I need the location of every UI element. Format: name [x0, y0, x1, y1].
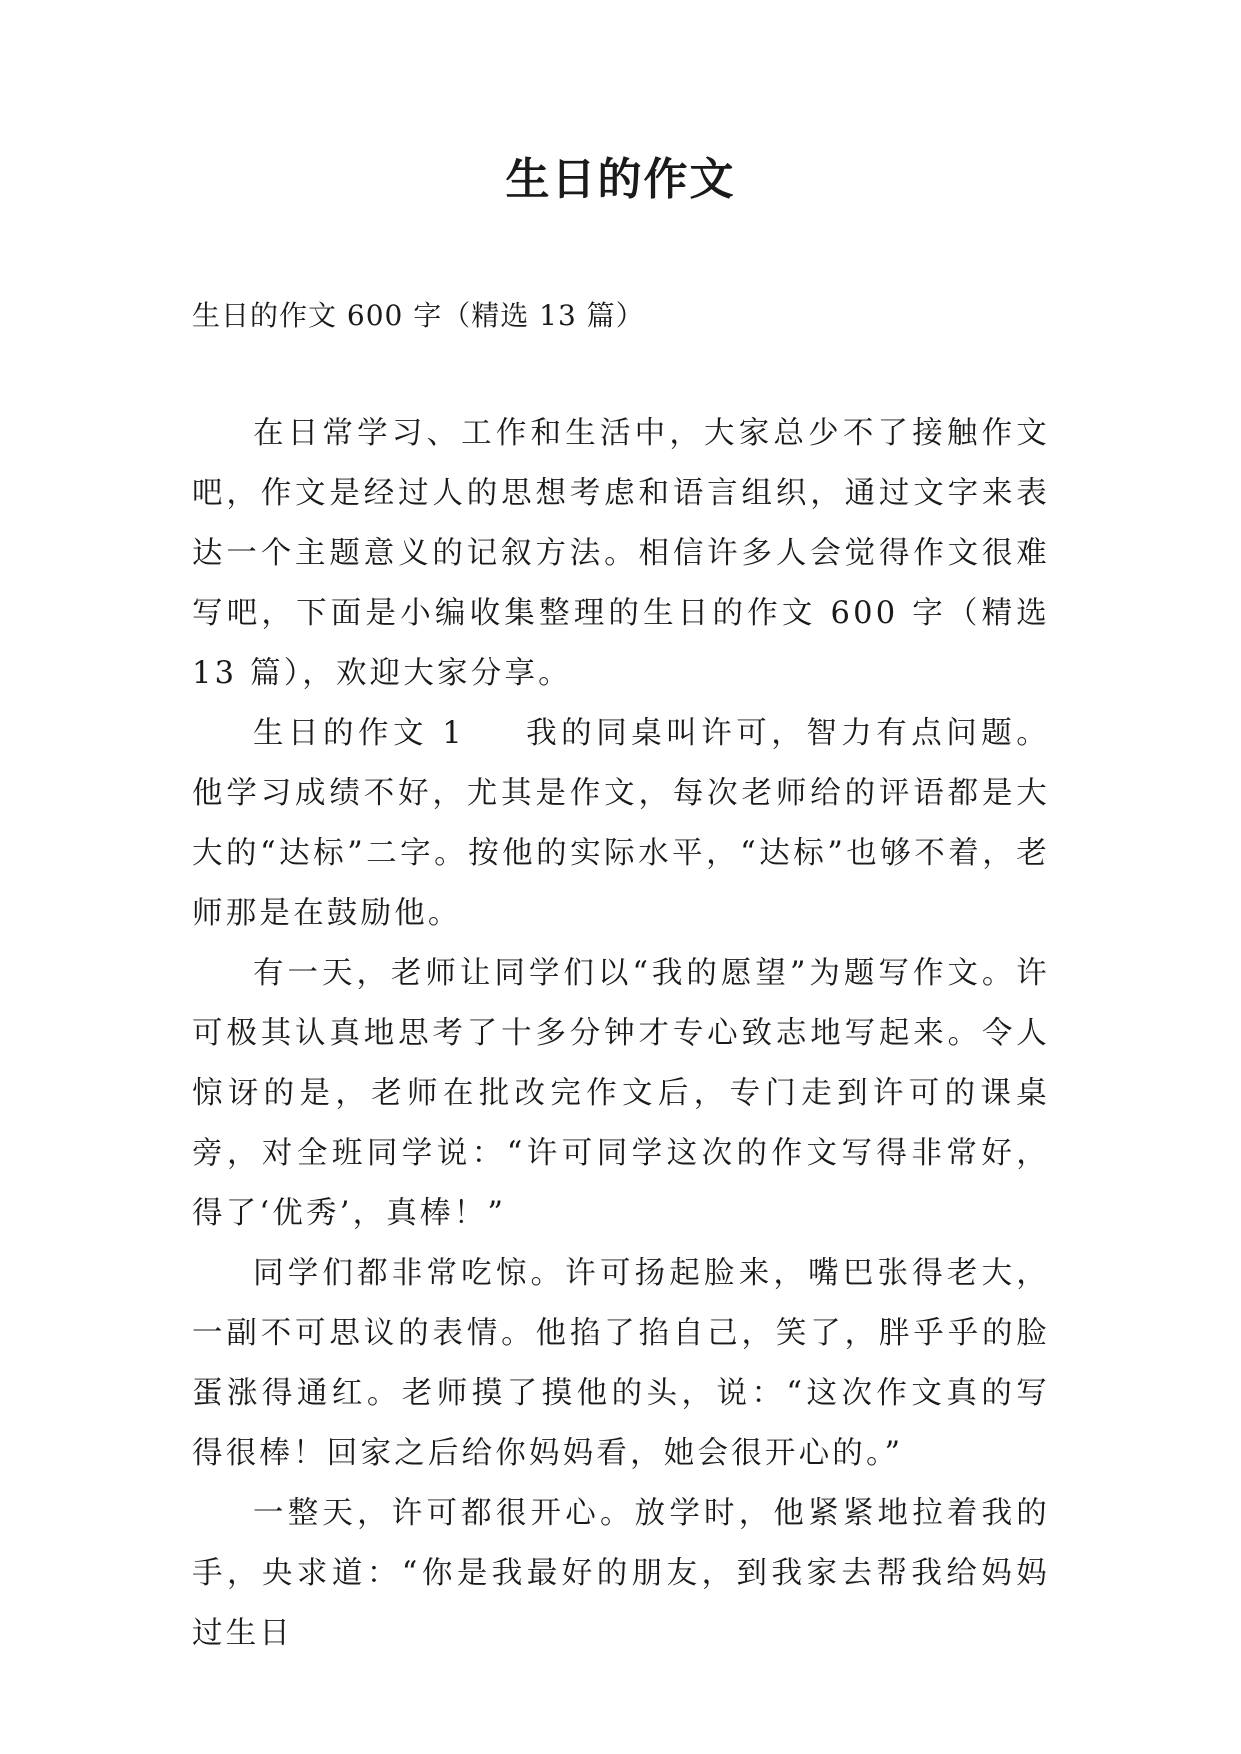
document-body: [192, 404, 1050, 1664]
paragraph-text: 同学们都非常吃惊。许可扬起脸来，嘴巴张得老大，一副不可思议的表情。他掐了掐自己，笑了，胖乎乎的脸蛋涨得通红。老师摸了摸他的头，说：“这次作文真的写得很棒！回家之后给你妈妈看，她会很开心的。”: [192, 1256, 1050, 1471]
paragraph-4: [192, 1244, 1050, 1484]
paragraph-intro: [192, 404, 1050, 704]
paragraph-5: [192, 1484, 1050, 1664]
document-title: 生日的作文: [505, 154, 736, 205]
paragraph-text: 一整天，许可都很开心。放学时，他紧紧地拉着我的手，央求道：“你是我最好的朋友，到我家去帮我给妈妈过生日: [192, 1496, 1050, 1651]
paragraph-3: [192, 944, 1050, 1244]
document-subtitle: 生日的作文 600 字（精选 13 篇）: [192, 299, 645, 332]
paragraph-text: 我的同桌叫许可，智力有点问题。他学习成绩不好，尤其是作文，每次老师给的评语都是大大的“达标”二字。按他的实际水平，“达标”也够不着，老师那是在鼓励他。: [192, 716, 1051, 931]
paragraph-essay-1: [192, 704, 1050, 944]
essay-heading: 生日的作文 1: [253, 716, 465, 751]
paragraph-text: 在日常学习、工作和生活中，大家总少不了接触作文吧，作文是经过人的思想考虑和语言组织，通过文字来表达一个主题意义的记叙方法。相信许多人会觉得作文很难写吧，下面是小编收集整理的生日的作文 600 字（精选 13 篇），欢迎大家分享。: [192, 416, 1050, 691]
paragraph-text: 有一天，老师让同学们以“我的愿望”为题写作文。许可极其认真地思考了十多分钟才专心致志地写起来。令人惊讶的是，老师在批改完作文后，专门走到许可的课桌旁，对全班同学说：“许可同学这次的作文写得非常好，得了‘优秀’，真棒！”: [192, 956, 1050, 1231]
